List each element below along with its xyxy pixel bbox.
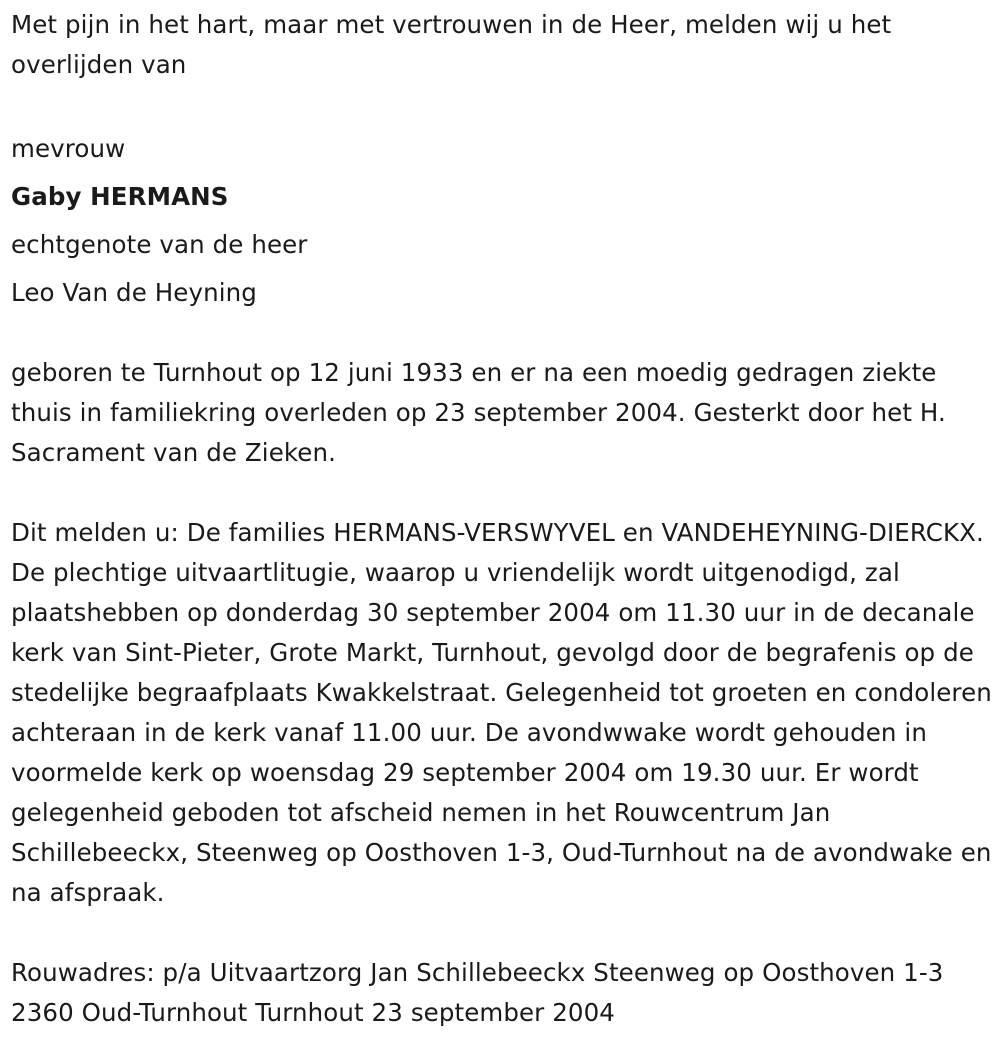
intro-paragraph: Met pijn in het hart, maar met vertrouwen in de Heer, melden wij u het overlijden van xyxy=(11,10,892,79)
title-prefix: mevrouw xyxy=(11,134,126,163)
birth-death-paragraph: geboren te Turnhout op 12 juni 1933 en er na een moedig gedragen ziekte thuis in familiekring overleden op 23 september 2004. Gesterkt door het H. Sacrament van de Zieken. xyxy=(11,358,946,467)
mourning-address: Rouwadres: p/a Uitvaartzorg Jan Schillebeeckx Steenweg op Oosthoven 1-3 2360 Oud-Turnhout Turnhout 23 september 2004 xyxy=(11,958,944,1027)
deceased-name: Gaby HERMANS xyxy=(11,182,229,211)
relation-line: echtgenote van de heer xyxy=(11,230,308,259)
spacer xyxy=(11,913,996,953)
spacer xyxy=(11,85,996,125)
spouse-name: Leo Van de Heyning xyxy=(11,278,257,307)
spacer xyxy=(11,473,996,513)
obituary-document xyxy=(11,5,996,1033)
spacer xyxy=(11,317,996,353)
announcement-paragraph: Dit melden u: De families HERMANS-VERSWYVEL en VANDEHEYNING-DIERCKX. De plechtige uitvaartlitugie, waarop u vriendelijk wordt uitgenodigd, zal plaatshebben op donderdag 30 september 2004 om 11.30 uur in de decanale kerk van Sint-Pieter, Grote Markt, Turnhout, gevolgd door de begrafenis op de stedelijke begraafplaats Kwakkelstraat. Gelegenheid tot groeten en condoleren achteraan in de kerk vanaf 11.00 uur. De avondwwake wordt gehouden in voormelde kerk op woensdag 29 september 2004 om 19.30 uur. Er wordt gelegenheid geboden tot afscheid nemen in het Rouwcentrum Jan Schillebeeckx, Steenweg op Oosthoven 1-3, Oud-Turnhout na de avondwake en na afspraak. xyxy=(11,518,992,907)
